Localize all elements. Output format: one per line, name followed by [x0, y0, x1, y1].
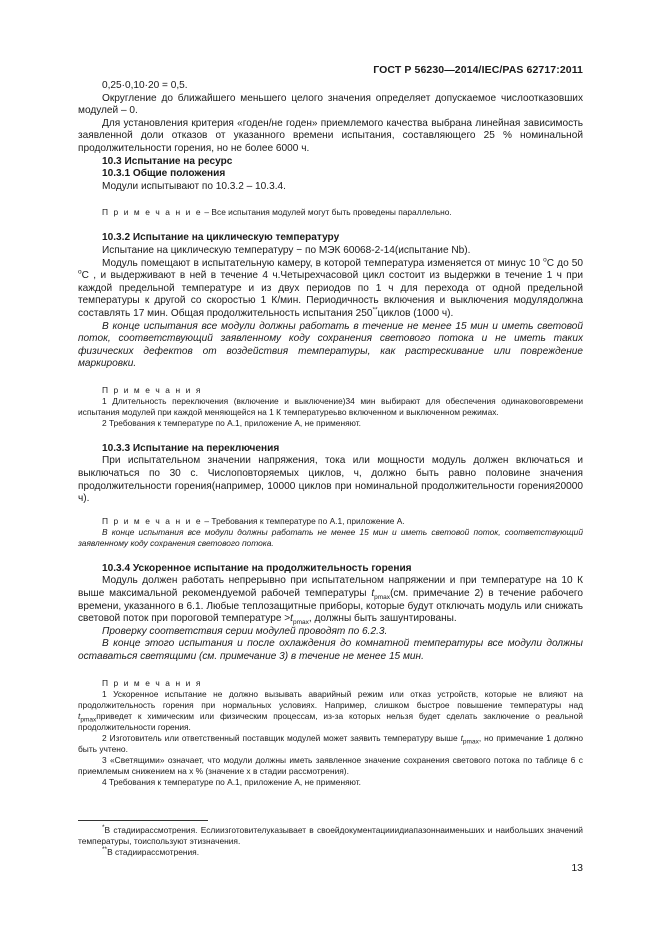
subscript-pmax: pmax	[80, 716, 97, 724]
subscript-pmax: pmax	[374, 594, 391, 602]
degree-mark: o	[543, 256, 547, 264]
paragraph: Округление до ближайшего меньшего целого значения определяет допускаемое числоотказовших модулей – 0.	[78, 92, 583, 117]
subscript-pmax: pmax	[462, 738, 479, 746]
note-item: 3 «Светящими» означает, что модули должны иметь заявленное значение сохранения светового потока по таблице 6 с приемлемым снижением на x % (значение x в стадии рассмотрения).	[78, 754, 583, 776]
text: Модуль помещают в испытательную камеру, в которой температура изменяется от минус 10	[102, 257, 544, 269]
note-label: П р и м е ч а н и е	[102, 207, 203, 218]
section-heading-10-3-3: 10.3.3 Испытание на переключения	[102, 442, 280, 454]
section-heading-10-3-4: 10.3.4 Ускоренное испытание на продолжительность горения	[102, 562, 412, 574]
note-item	[78, 689, 583, 733]
text: C до 50	[546, 257, 583, 269]
note-label: П р и м е ч а н и е	[102, 515, 203, 526]
paragraph-italic: Проверку соответствия серии модулей проводят по 6.2.3.	[102, 625, 388, 637]
symbol-t: t	[78, 710, 81, 721]
footnotes	[78, 820, 583, 858]
footnote-divider	[78, 820, 208, 821]
paragraph: При испытательном значении напряжения, тока или мощности модуль должен включаться и выключаться по 30 с. Числоповторяемых циклов, ч, должно быть равно половине значения продолжительности горения(например, 10000 циклов при номинальной продолжительности горения20000 ч).	[78, 455, 583, 505]
note-text: – Все испытания модулей могут быть проведены параллельно.	[202, 207, 452, 218]
paragraph	[78, 258, 583, 321]
paragraph: Для установления критерия «годен/не годен» приемлемого качества выбрана линейная зависимость заявленной доли отказов от указанного времени испытания, составляющего 25 % номинальной продолжительности горения, но не более 6000 ч.	[78, 117, 583, 154]
note-item: 1 Длительность переключения (включение и выключение)34 мин выбирают для обеспечения одинаковоговремени испытания модулей при каждой меняющейся на 1 К температуреьво включенном и выключенном режимах.	[78, 395, 583, 417]
degree-mark: o	[78, 268, 82, 276]
text: , но примечание 1 должно быть учтено.	[78, 732, 583, 754]
section-heading-10-3: 10.3 Испытание на ресурс	[102, 155, 233, 167]
text: C , и выдерживают в ней в течение 4 ч.Четырехчасовой цикл состоит из выдержки в течение 1 ч при каждой предельной температуре и из двух периодов по 1 ч для перехода от одной предельной температуры к другой со скоростью 1 К/мин. Периодичность включения и выключения модулядолжна составлять 17 мин. Общая продолжительность испытания 250	[78, 270, 583, 319]
footnote-mark: **	[372, 306, 378, 314]
footnote-text: В стадиирассмотрения.	[107, 847, 200, 857]
symbol-t: t	[371, 588, 375, 600]
note-text: – Требования к температуре по А.1, приложение А.	[202, 515, 405, 526]
note-item	[78, 733, 583, 755]
section-heading-10-3-1: 10.3.1 Общие положения	[102, 168, 226, 180]
notes-label	[78, 678, 583, 689]
paragraph: Испытание на циклическую температуру − по МЭК 60068-2-14(испытание Nb).	[102, 244, 471, 256]
paragraph-italic: В конце этого испытания и после охлаждения до комнатной температуры все модули должны оставаться светящими (см. примечание 3) в течение не менее 15 мин.	[78, 638, 583, 662]
paragraph	[78, 575, 583, 625]
footnote-mark: **	[102, 846, 108, 854]
paragraph-italic: В конце испытания все модули должны работать в течение не менее 15 мин и иметь световой поток, соответствующий заявленному коду сохранения светового потока и не иметь таких физических дефектов от воздействия температуры, как растрескивание или повреждение маркировки.	[78, 320, 583, 370]
text: Модуль должен работать непрерывно при испытательном напряжении и при температуре на 10 К выше максимальной рекомендуемой рабочей температуры	[78, 575, 583, 600]
notes-label	[78, 385, 583, 396]
note-item: 2 Требования к температуре по А.1, приложение А, не применяют.	[102, 417, 361, 428]
note-item: 4 Требования к температуре по А.1, приложение А, не применяют.	[102, 776, 361, 787]
footnote-text: В стадиирассмотрения. Еслиизготовителуказывает в своейдокументацииидиапазоннаименьших и наибольших значений температуры, тоиспользуют этизначения.	[78, 825, 583, 846]
symbol-t: t	[460, 732, 463, 743]
text: приведет к химическим или физическим процессам, из-за которых нельзя будет сделать заключение о реальной продолжительности горения.	[78, 710, 583, 732]
paragraph: Модули испытывают по 10.3.2 – 10.3.4.	[102, 180, 286, 192]
footnote-2	[78, 847, 583, 858]
text: (см. примечание 2) в течение рабочего времени, указанного в 6.1. Любые теплозащитные приборы, которые будут отключать модуль или снижать световой поток при пороговой температуре >	[78, 588, 584, 625]
symbol-t: t	[290, 613, 293, 625]
footnote-1	[78, 825, 583, 847]
formula-line: 0,25·0,10·20 = 0,5.	[102, 80, 188, 91]
document-header: ГОСТ Р 56230—2014/IEC/PAS 62717:2011	[373, 64, 583, 76]
notes-label-text: П р и м е ч а н и я	[102, 677, 202, 688]
body-text	[78, 80, 583, 788]
text: , должны быть зашунтированы.	[308, 613, 457, 625]
section-heading-10-3-2: 10.3.2 Испытание на циклическую температуру	[102, 232, 340, 244]
text: 1 Ускоренное испытание не должно вызывать аварийный режим или отказ устройств, которые не влияют на продолжительность горения при нормальных условиях. Например, слишком быстрое повышение температуры над	[78, 688, 583, 710]
text: 2 Изготовитель или ответственный поставщик модулей может заявить температуру выше	[102, 732, 461, 743]
page-number: 13	[571, 862, 583, 874]
notes-label-text: П р и м е ч а н и я	[102, 384, 202, 395]
subscript-pmax: pmax	[292, 619, 309, 627]
footnote-mark: *	[102, 824, 105, 832]
note-italic: В конце испытания все модули должны работать не менее 15 мин и иметь световой поток, соответствующий заявленному коду сохранения светового потока.	[78, 526, 583, 548]
text: циклов (1000 ч).	[377, 307, 454, 319]
note	[78, 516, 583, 527]
note	[78, 207, 583, 218]
